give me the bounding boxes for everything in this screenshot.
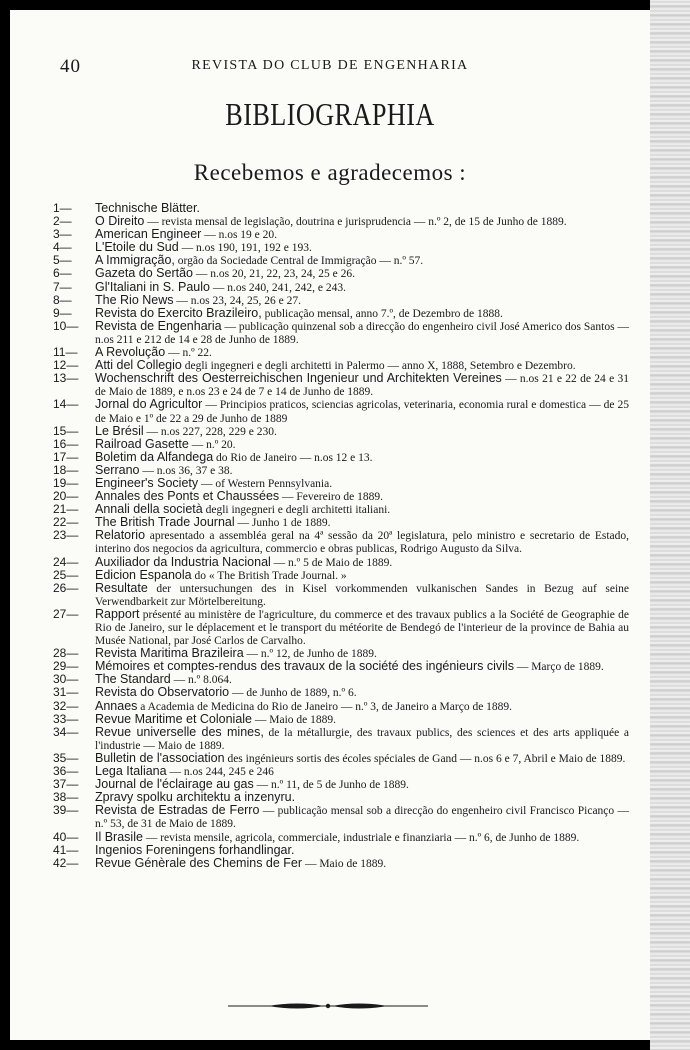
entry-description: — n.º 8.064. xyxy=(170,674,232,687)
bibliography-entry xyxy=(53,804,629,830)
running-head: REVISTA DO CLUB DE ENGENHARIA xyxy=(191,58,469,73)
entry-title: Railroad Gasette xyxy=(95,436,189,451)
bibliography-entry xyxy=(53,320,629,346)
entry-description: degli ingegneri e degli architetti in Palermo — anno X, 1888, Setembro e Dezembro. xyxy=(181,360,576,373)
entry-title: Revue Maritime et Coloniale xyxy=(95,711,253,726)
entry-number: 4— xyxy=(53,240,72,255)
entry-number: 24— xyxy=(53,554,79,569)
entry-title: O Direito xyxy=(95,214,145,229)
entry-number: 33— xyxy=(53,711,79,726)
entry-title: Gl'Italiani in S. Paulo xyxy=(95,279,210,294)
entry-title: Resultate xyxy=(95,580,148,595)
entry-description: — n.os 21 e 22 de 24 e 31 de Maio de 1889, e n.os 23 e 24 de 7 e 14 de Junho de 1889. xyxy=(95,373,629,399)
entry-title: Bulletin de l'association xyxy=(95,750,225,765)
entry-title: The British Trade Journal xyxy=(95,515,235,530)
entry-number: 37— xyxy=(53,777,79,792)
entry-number: 38— xyxy=(53,790,79,805)
page-title: BIBLIOGRAPHIA xyxy=(225,96,435,132)
entry-description: orgão da Sociedade Central de Immigração — n.º 57. xyxy=(174,255,424,268)
entry-description: — publicação mensal sob a direcção do engenheiro civil Francisco Picanço — n.º 53, de 31 de Maio de 1889. xyxy=(95,805,629,831)
entry-title: Edicion Espanola xyxy=(95,567,192,582)
entry-description: — publicação quinzenal sob a direcção do engenheiro civil José Americo dos Santos — n.os 211 e 212 de 14 e 28 de Junho de 1889. xyxy=(95,320,629,346)
entry-description: — n.º 11, de 5 de Junho de 1889. xyxy=(253,779,409,792)
bibliography-entry xyxy=(53,608,629,647)
entry-title: Revista de Engenharia xyxy=(95,318,222,333)
entry-title: Revista de Estradas de Ferro xyxy=(95,803,260,818)
entry-number: 32— xyxy=(53,698,79,713)
entry-description: publicação mensal, anno 7.º, de Dezembro de 1888. xyxy=(261,307,503,320)
entry-description: — n.os 227, 228, 229 e 230. xyxy=(143,425,277,438)
section-subtitle: Recebemos e agradecemos : xyxy=(193,160,467,185)
entry-description: — n.os 36, 37 e 38. xyxy=(139,464,233,477)
entry-description: a Academia de Medicina do Rio de Janeiro — n.º 3, de Janeiro a Março de 1889. xyxy=(137,700,513,713)
entry-number: 5— xyxy=(53,253,72,268)
entry-description: — revista mensal de legislação, doutrina e jurisprudencia — n.º 2, de 15 de Junho de 1889. xyxy=(144,216,567,229)
entry-description: do Rio de Janeiro — n.os 12 e 13. xyxy=(213,451,373,464)
bibliography-entry xyxy=(53,726,629,752)
entry-description: — Principios praticos, sciencias agricolas, veterinaria, economia rural e domestica — de 25 de Maio e 1º de 22 a 29 de Junho de 1889 xyxy=(95,399,629,425)
entry-title: Revue Génèrale des Chemins de Fer xyxy=(95,855,303,870)
entry-description: — Fevereiro de 1889. xyxy=(279,491,383,504)
entry-number: 19— xyxy=(53,475,79,490)
entry-description: — n.os 20, 21, 22, 23, 24, 25 e 26. xyxy=(192,268,355,281)
entry-title: Il Brasile xyxy=(95,829,143,844)
entry-title: Zpravy spolku architektu a inzenyru. xyxy=(95,790,296,805)
entry-description: do « The British Trade Journal. » xyxy=(191,569,347,582)
bibliography-entry xyxy=(53,372,629,398)
entry-description: — de Junho de 1889, n.º 6. xyxy=(229,687,357,700)
bibliography-entry xyxy=(53,398,629,424)
entry-number: 18— xyxy=(53,462,79,477)
bibliography-entry xyxy=(53,582,629,608)
entry-title: Technische Blätter. xyxy=(95,201,200,215)
entry-number: 30— xyxy=(53,672,79,687)
entry-title: Annales des Ponts et Chaussées xyxy=(95,489,280,504)
entry-number: 20— xyxy=(53,489,79,504)
entry-number: 29— xyxy=(53,659,79,674)
entry-number: 3— xyxy=(53,227,72,242)
entry-number: 6— xyxy=(53,266,72,281)
entry-description: — n.os 240, 241, 242, e 243. xyxy=(209,281,347,294)
bibliography-entry xyxy=(53,686,629,699)
entry-description: présenté au ministère de l'agriculture, du commerce et des travaux publics a la Société de Geographie de Rio de Janeiro, sur le déplacement et le transport du météorite de Bendegó de l'interieur de la province de Bahia au Musée National, par José Carlos de Carvalho. xyxy=(95,608,629,648)
entry-description: — n.º 12, de Junho de 1889. xyxy=(243,648,377,661)
entry-number: 13— xyxy=(53,371,79,386)
scan-edge xyxy=(650,0,690,1050)
bibliography-entry xyxy=(53,857,629,870)
entry-description: de la métallurgie, des travaux publics, des sciences et des arts appliquée a l'industrie — Maio de 1889. xyxy=(95,726,630,752)
entry-number: 42— xyxy=(53,855,79,870)
entry-title: Revista do Observatorio xyxy=(95,685,230,700)
entry-number: 28— xyxy=(53,646,79,661)
entry-title: A Revolução xyxy=(95,345,166,360)
entry-title: The Standard xyxy=(95,672,171,687)
entry-number: 1— xyxy=(53,201,72,215)
entry-description: — Março de 1889. xyxy=(513,661,604,674)
entry-title: Ingenios Foreningens forhandlingar. xyxy=(95,842,295,857)
document-page xyxy=(10,10,650,1040)
entry-number: 14— xyxy=(53,397,79,412)
entry-number: 16— xyxy=(53,436,79,451)
entry-title: Wochenschrift des Oesterreichischen Ingenieur und Architekten Vereines xyxy=(95,371,502,386)
entry-description: — n.os 190, 191, 192 e 193. xyxy=(178,242,312,255)
entry-title: Gazeta do Sertão xyxy=(95,266,193,281)
entry-description: apresentado a assembléa geral na 4ª sessão da 20ª legislatura, pelo ministro e secretario de Estado, interino dos negocios da agricultura, commercio e obras publicas, Rodrigo Augusto da Silva. xyxy=(95,530,629,556)
entry-number: 41— xyxy=(53,842,79,857)
entry-title: Lega Italiana xyxy=(95,764,167,779)
entry-title: Auxiliador da Industria Nacional xyxy=(95,554,271,569)
entry-description: — of Western Pennsylvania. xyxy=(198,477,333,490)
entry-description: des ingénieurs sortis des écoles spéciales de Gand — n.os 6 e 7, Abril e Maio de 1889. xyxy=(224,752,626,765)
entry-title: Serrano xyxy=(95,462,140,477)
entry-description: — n.º 5 de Maio de 1889. xyxy=(270,556,393,569)
entry-number: 39— xyxy=(53,803,79,818)
entry-number: 31— xyxy=(53,685,79,700)
entry-description: — n.os 23, 24, 25, 26 e 27. xyxy=(173,294,301,307)
bibliography-list xyxy=(53,202,629,870)
entry-title: Revista Maritima Brazileira xyxy=(95,646,244,661)
entry-title: American Engineer xyxy=(95,227,202,242)
entry-description: — Junho 1 de 1889. xyxy=(234,517,331,530)
entry-number: 9— xyxy=(53,305,72,320)
entry-number: 22— xyxy=(53,515,79,530)
entry-title: Atti del Collegio xyxy=(95,358,182,373)
entry-title: L'Etoile du Sud xyxy=(95,240,179,255)
entry-number: 40— xyxy=(53,829,79,844)
ornament-divider-icon xyxy=(228,998,428,1014)
entry-description: — revista mensile, agricola, commerciale, industriale e finanziaria — n.º 6, de Junho de 1889. xyxy=(142,831,580,844)
entry-title: Le Brésil xyxy=(95,423,144,438)
entry-number: 11— xyxy=(53,345,78,360)
entry-number: 17— xyxy=(53,449,79,464)
entry-number: 12— xyxy=(53,358,79,373)
entry-number: 21— xyxy=(53,502,79,517)
entry-description: — n.os 244, 245 e 246 xyxy=(166,766,274,779)
entry-number: 26— xyxy=(53,580,79,595)
entry-number: 23— xyxy=(53,528,79,543)
entry-title: Annaes xyxy=(95,698,138,713)
entry-description: degli ingegneri e degli architetti italiani. xyxy=(202,504,391,517)
entry-title: Revue universelle des mines, xyxy=(95,724,264,739)
entry-number: 34— xyxy=(53,724,79,739)
entry-description: — Maio de 1889. xyxy=(302,857,387,870)
entry-description: — n.º 22. xyxy=(165,347,212,360)
entry-title: Engineer's Society xyxy=(95,475,199,490)
bibliography-entry xyxy=(53,529,629,555)
entry-number: 2— xyxy=(53,214,72,229)
entry-number: 27— xyxy=(53,606,79,621)
entry-title: Rapport xyxy=(95,606,140,621)
entry-description: — n.º 20. xyxy=(188,438,236,451)
entry-title: Revista do Exercito Brazileiro, xyxy=(95,305,262,320)
entry-number: 7— xyxy=(53,279,72,294)
entry-title: Boletim da Alfandega xyxy=(95,449,214,464)
entry-title: Journal de l'éclairage au gas xyxy=(95,777,254,792)
entry-number: 25— xyxy=(53,567,79,582)
entry-title: Mémoires et comptes-rendus des travaux de la société des ingénieurs civils xyxy=(95,659,514,674)
entry-number: 36— xyxy=(53,764,79,779)
entry-number: 35— xyxy=(53,750,79,765)
entry-title: A Immigração, xyxy=(95,253,175,268)
entry-title: Jornal do Agricultor xyxy=(95,397,203,412)
entry-number: 10— xyxy=(53,318,79,333)
entry-title: Relatorio xyxy=(95,528,146,543)
entry-title: Annali della società xyxy=(95,502,203,517)
entry-title: The Rio News xyxy=(95,292,174,307)
entry-number: 8— xyxy=(53,292,72,307)
entry-description: — n.os 19 e 20. xyxy=(201,229,278,242)
entry-description: — Maio de 1889. xyxy=(252,713,337,726)
entry-description: der untersuchungen des in Kisel vorkommenden vulkanischen Sandes in Bezug auf seine Verwendbarkeit zur Mörtelbereitung. xyxy=(95,582,629,608)
page-number: 40 xyxy=(60,56,81,77)
entry-number: 15— xyxy=(53,423,79,438)
